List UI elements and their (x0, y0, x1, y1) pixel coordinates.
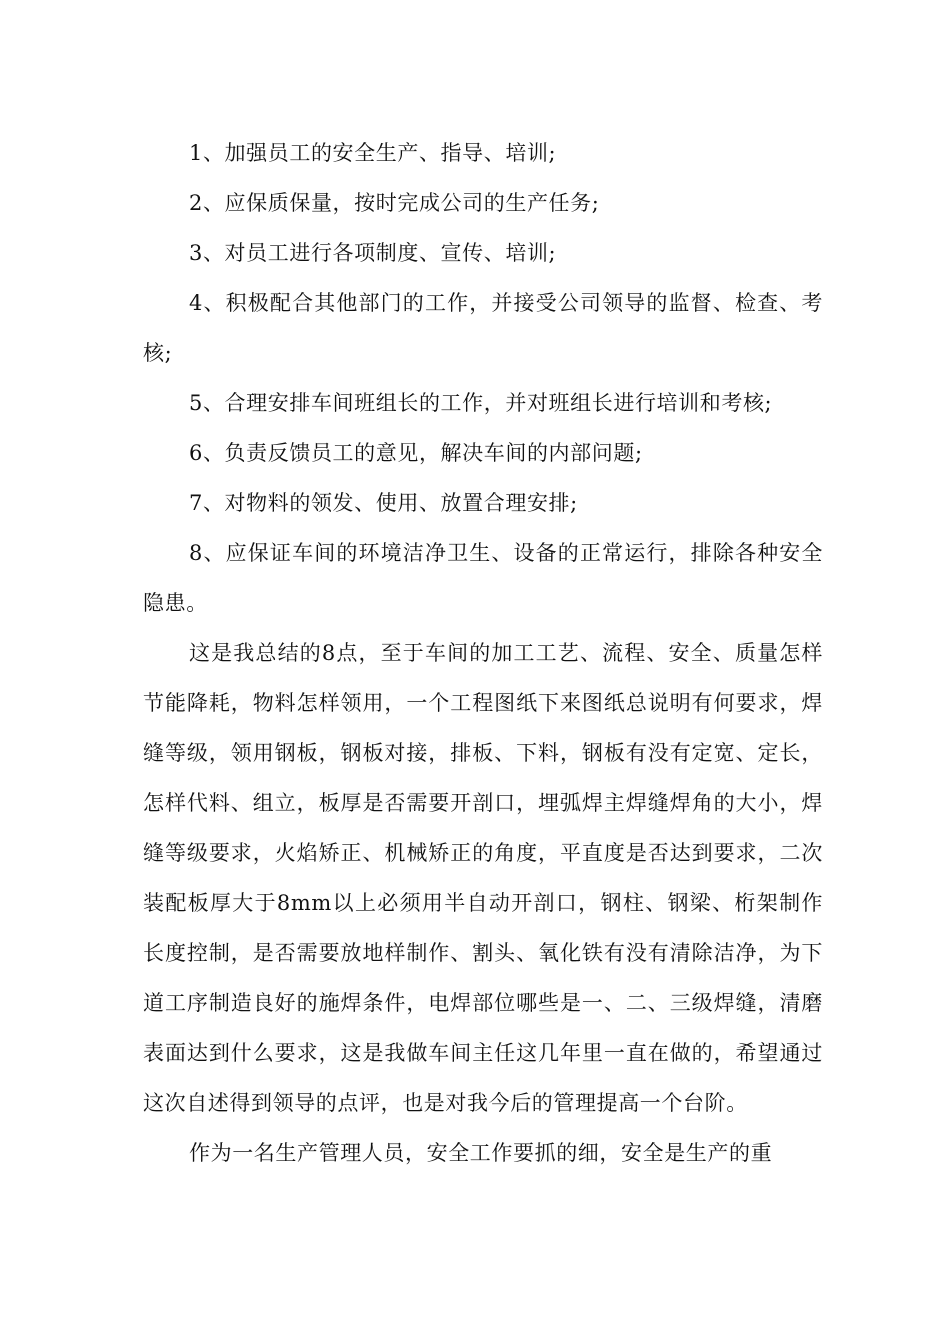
paragraph-item-4: 4、积极配合其他部门的工作，并接受公司领导的监督、检查、考核; (143, 291, 823, 365)
paragraph-item-1: 1、加强员工的安全生产、指导、培训; (189, 141, 557, 165)
paragraph-item-7: 7、对物料的领发、使用、放置合理安排; (189, 491, 578, 515)
document-body (143, 128, 823, 1178)
paragraph-item-2: 2、应保质保量，按时完成公司的生产任务; (189, 191, 600, 215)
paragraph-item-8: 8、应保证车间的环境洁净卫生、设备的正常运行，排除各种安全隐患。 (143, 541, 823, 615)
paragraph-item-3: 3、对员工进行各项制度、宣传、培训; (189, 241, 557, 265)
summary-paragraph: 这是我总结的8点，至于车间的加工工艺、流程、安全、质量怎样节能降耗，物料怎样领用，一个工程图纸下来图纸总说明有何要求，焊缝等级，领用钢板，钢板对接，排板、下料，钢板有没有定宽、定长，怎样代料、组立，板厚是否需要开剖口，埋弧焊主焊缝焊角的大小，焊缝等级要求，火焰矫正、机械矫正的角度，平直度是否达到要求，二次装配板厚大于8mm以上必须用半自动开剖口，钢柱、钢梁、桁架制作长度控制，是否需要放地样制作、割头、氧化铁有没有清除洁净，为下道工序制造良好的施焊条件，电焊部位哪些是一、二、三级焊缝，清磨表面达到什么要求，这是我做车间主任这几年里一直在做的，希望通过这次自述得到领导的点评，也是对我今后的管理提高一个台阶。 (143, 641, 823, 1115)
safety-paragraph: 作为一名生产管理人员，安全工作要抓的细，安全是生产的重 (189, 1141, 773, 1165)
paragraph-item-6: 6、负责反馈员工的意见，解决车间的内部问题; (189, 441, 643, 465)
paragraph-item-5: 5、合理安排车间班组长的工作，并对班组长进行培训和考核; (189, 391, 773, 415)
